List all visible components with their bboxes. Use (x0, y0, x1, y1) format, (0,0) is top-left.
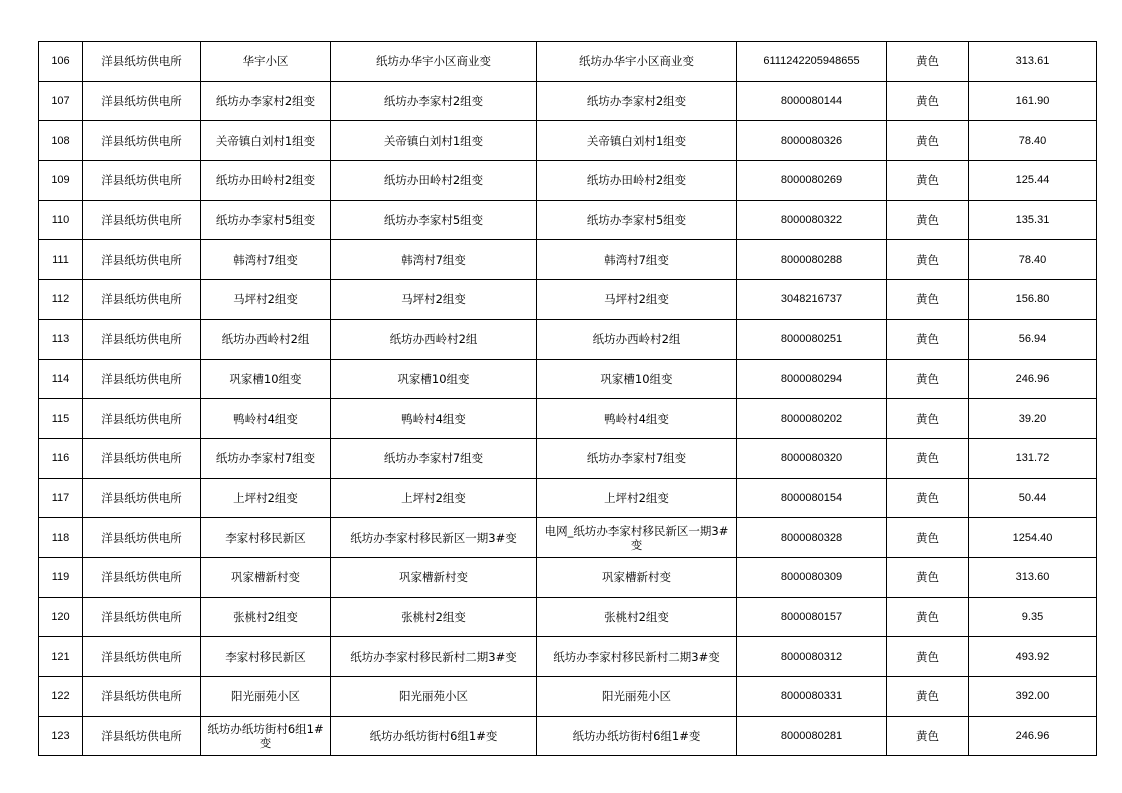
value-cell: 135.31 (969, 200, 1097, 240)
office-cell: 洋县纸坊供电所 (83, 637, 201, 677)
value-cell: 78.40 (969, 121, 1097, 161)
table-row (39, 716, 1097, 756)
office-cell: 洋县纸坊供电所 (83, 161, 201, 201)
transformer-cell: 纸坊办李家村7组变 (331, 438, 537, 478)
area-cell: 纸坊办田岭村2组变 (201, 161, 331, 201)
row-number-cell: 109 (39, 161, 83, 201)
transformer-cell: 上坪村2组变 (331, 478, 537, 518)
transformer-cell: 纸坊办华宇小区商业变 (331, 42, 537, 82)
line-name-cell: 关帝镇白刘村1组变 (537, 121, 737, 161)
row-number-cell: 121 (39, 637, 83, 677)
account-number-cell: 3048216737 (737, 280, 887, 320)
transformer-cell: 纸坊办李家村移民新村二期3#变 (331, 637, 537, 677)
transformer-cell: 纸坊办李家村2组变 (331, 81, 537, 121)
row-number-cell: 112 (39, 280, 83, 320)
transformer-cell: 纸坊办李家村移民新区一期3#变 (331, 518, 537, 558)
transformer-cell: 鸭岭村4组变 (331, 399, 537, 439)
row-number-cell: 123 (39, 716, 83, 756)
area-cell: 华宇小区 (201, 42, 331, 82)
area-cell: 上坪村2组变 (201, 478, 331, 518)
account-number-cell: 8000080326 (737, 121, 887, 161)
data-table (38, 41, 1097, 756)
area-cell: 纸坊办李家村2组变 (201, 81, 331, 121)
value-cell: 1254.40 (969, 518, 1097, 558)
table-row (39, 557, 1097, 597)
line-name-cell: 纸坊办纸坊街村6组1#变 (537, 716, 737, 756)
office-cell: 洋县纸坊供电所 (83, 359, 201, 399)
row-number-cell: 110 (39, 200, 83, 240)
value-cell: 392.00 (969, 677, 1097, 717)
office-cell: 洋县纸坊供电所 (83, 280, 201, 320)
table-row (39, 677, 1097, 717)
value-cell: 246.96 (969, 359, 1097, 399)
table-row (39, 280, 1097, 320)
row-number-cell: 119 (39, 557, 83, 597)
status-cell: 黄色 (887, 716, 969, 756)
status-cell: 黄色 (887, 438, 969, 478)
table-row (39, 637, 1097, 677)
area-cell: 纸坊办西岭村2组 (201, 319, 331, 359)
transformer-cell: 纸坊办纸坊街村6组1#变 (331, 716, 537, 756)
table-body (39, 42, 1097, 756)
table-row (39, 359, 1097, 399)
row-number-cell: 115 (39, 399, 83, 439)
status-cell: 黄色 (887, 121, 969, 161)
status-cell: 黄色 (887, 557, 969, 597)
row-number-cell: 118 (39, 518, 83, 558)
account-number-cell: 6111242205948655 (737, 42, 887, 82)
value-cell: 313.60 (969, 557, 1097, 597)
value-cell: 313.61 (969, 42, 1097, 82)
transformer-cell: 巩家槽新村变 (331, 557, 537, 597)
line-name-cell: 电网_纸坊办李家村移民新区一期3#变 (537, 518, 737, 558)
row-number-cell: 122 (39, 677, 83, 717)
line-name-cell: 纸坊办李家村移民新村二期3#变 (537, 637, 737, 677)
value-cell: 56.94 (969, 319, 1097, 359)
account-number-cell: 8000080312 (737, 637, 887, 677)
value-cell: 78.40 (969, 240, 1097, 280)
status-cell: 黄色 (887, 42, 969, 82)
line-name-cell: 上坪村2组变 (537, 478, 737, 518)
area-cell: 纸坊办李家村5组变 (201, 200, 331, 240)
transformer-cell: 纸坊办田岭村2组变 (331, 161, 537, 201)
transformer-cell: 马坪村2组变 (331, 280, 537, 320)
account-number-cell: 8000080322 (737, 200, 887, 240)
transformer-cell: 张桃村2组变 (331, 597, 537, 637)
area-cell: 纸坊办纸坊街村6组1#变 (201, 716, 331, 756)
area-cell: 李家村移民新区 (201, 518, 331, 558)
office-cell: 洋县纸坊供电所 (83, 716, 201, 756)
status-cell: 黄色 (887, 81, 969, 121)
area-cell: 纸坊办李家村7组变 (201, 438, 331, 478)
value-cell: 493.92 (969, 637, 1097, 677)
area-cell: 李家村移民新区 (201, 637, 331, 677)
status-cell: 黄色 (887, 359, 969, 399)
table-row (39, 399, 1097, 439)
account-number-cell: 8000080281 (737, 716, 887, 756)
office-cell: 洋县纸坊供电所 (83, 677, 201, 717)
office-cell: 洋县纸坊供电所 (83, 478, 201, 518)
table-row (39, 319, 1097, 359)
line-name-cell: 张桃村2组变 (537, 597, 737, 637)
transformer-cell: 巩家槽10组变 (331, 359, 537, 399)
account-number-cell: 8000080202 (737, 399, 887, 439)
area-cell: 关帝镇白刘村1组变 (201, 121, 331, 161)
status-cell: 黄色 (887, 280, 969, 320)
row-number-cell: 117 (39, 478, 83, 518)
line-name-cell: 韩湾村7组变 (537, 240, 737, 280)
status-cell: 黄色 (887, 161, 969, 201)
status-cell: 黄色 (887, 637, 969, 677)
table-row (39, 81, 1097, 121)
table-row (39, 438, 1097, 478)
office-cell: 洋县纸坊供电所 (83, 557, 201, 597)
table-row (39, 161, 1097, 201)
transformer-cell: 纸坊办李家村5组变 (331, 200, 537, 240)
table-row (39, 42, 1097, 82)
status-cell: 黄色 (887, 240, 969, 280)
account-number-cell: 8000080320 (737, 438, 887, 478)
line-name-cell: 纸坊办李家村2组变 (537, 81, 737, 121)
account-number-cell: 8000080288 (737, 240, 887, 280)
value-cell: 9.35 (969, 597, 1097, 637)
transformer-cell: 韩湾村7组变 (331, 240, 537, 280)
transformer-cell: 阳光丽苑小区 (331, 677, 537, 717)
row-number-cell: 111 (39, 240, 83, 280)
status-cell: 黄色 (887, 518, 969, 558)
account-number-cell: 8000080251 (737, 319, 887, 359)
table-row (39, 240, 1097, 280)
transformer-cell: 关帝镇白刘村1组变 (331, 121, 537, 161)
row-number-cell: 113 (39, 319, 83, 359)
account-number-cell: 8000080269 (737, 161, 887, 201)
status-cell: 黄色 (887, 478, 969, 518)
area-cell: 马坪村2组变 (201, 280, 331, 320)
line-name-cell: 鸭岭村4组变 (537, 399, 737, 439)
office-cell: 洋县纸坊供电所 (83, 438, 201, 478)
line-name-cell: 纸坊办田岭村2组变 (537, 161, 737, 201)
status-cell: 黄色 (887, 319, 969, 359)
table-row (39, 518, 1097, 558)
row-number-cell: 114 (39, 359, 83, 399)
office-cell: 洋县纸坊供电所 (83, 518, 201, 558)
office-cell: 洋县纸坊供电所 (83, 319, 201, 359)
value-cell: 246.96 (969, 716, 1097, 756)
account-number-cell: 8000080309 (737, 557, 887, 597)
account-number-cell: 8000080294 (737, 359, 887, 399)
row-number-cell: 108 (39, 121, 83, 161)
value-cell: 50.44 (969, 478, 1097, 518)
office-cell: 洋县纸坊供电所 (83, 42, 201, 82)
table-row (39, 121, 1097, 161)
row-number-cell: 116 (39, 438, 83, 478)
area-cell: 韩湾村7组变 (201, 240, 331, 280)
value-cell: 131.72 (969, 438, 1097, 478)
line-name-cell: 纸坊办李家村5组变 (537, 200, 737, 240)
row-number-cell: 107 (39, 81, 83, 121)
line-name-cell: 纸坊办西岭村2组 (537, 319, 737, 359)
account-number-cell: 8000080328 (737, 518, 887, 558)
office-cell: 洋县纸坊供电所 (83, 200, 201, 240)
line-name-cell: 纸坊办华宇小区商业变 (537, 42, 737, 82)
line-name-cell: 阳光丽苑小区 (537, 677, 737, 717)
office-cell: 洋县纸坊供电所 (83, 121, 201, 161)
office-cell: 洋县纸坊供电所 (83, 399, 201, 439)
account-number-cell: 8000080157 (737, 597, 887, 637)
value-cell: 156.80 (969, 280, 1097, 320)
office-cell: 洋县纸坊供电所 (83, 240, 201, 280)
area-cell: 巩家槽新村变 (201, 557, 331, 597)
line-name-cell: 马坪村2组变 (537, 280, 737, 320)
account-number-cell: 8000080331 (737, 677, 887, 717)
table-row (39, 200, 1097, 240)
value-cell: 39.20 (969, 399, 1097, 439)
area-cell: 巩家槽10组变 (201, 359, 331, 399)
status-cell: 黄色 (887, 597, 969, 637)
line-name-cell: 巩家槽10组变 (537, 359, 737, 399)
value-cell: 161.90 (969, 81, 1097, 121)
account-number-cell: 8000080144 (737, 81, 887, 121)
account-number-cell: 8000080154 (737, 478, 887, 518)
table-row (39, 478, 1097, 518)
status-cell: 黄色 (887, 399, 969, 439)
area-cell: 鸭岭村4组变 (201, 399, 331, 439)
row-number-cell: 106 (39, 42, 83, 82)
status-cell: 黄色 (887, 200, 969, 240)
transformer-cell: 纸坊办西岭村2组 (331, 319, 537, 359)
area-cell: 阳光丽苑小区 (201, 677, 331, 717)
area-cell: 张桃村2组变 (201, 597, 331, 637)
row-number-cell: 120 (39, 597, 83, 637)
line-name-cell: 纸坊办李家村7组变 (537, 438, 737, 478)
value-cell: 125.44 (969, 161, 1097, 201)
office-cell: 洋县纸坊供电所 (83, 81, 201, 121)
line-name-cell: 巩家槽新村变 (537, 557, 737, 597)
status-cell: 黄色 (887, 677, 969, 717)
table-row (39, 597, 1097, 637)
office-cell: 洋县纸坊供电所 (83, 597, 201, 637)
